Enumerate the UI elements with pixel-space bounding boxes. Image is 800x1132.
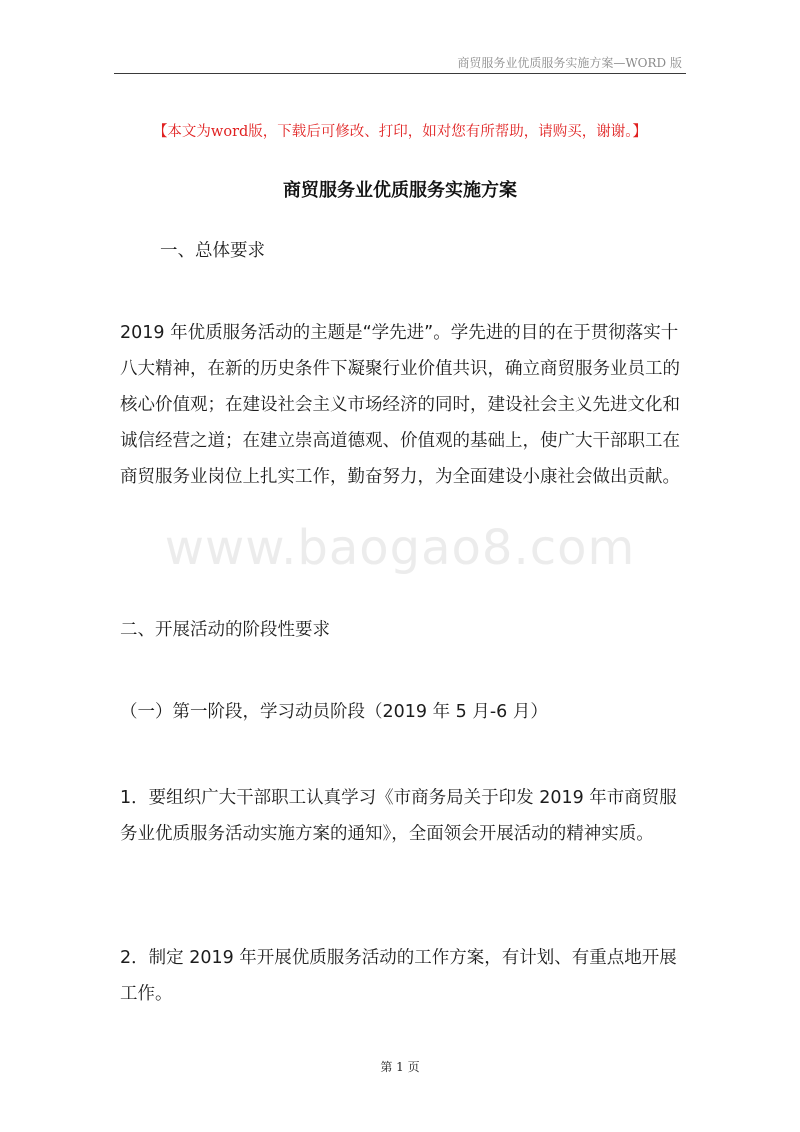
running-header: 商贸服务业优质服务实施方案—WORD 版	[457, 56, 682, 70]
section1-paragraph-block	[120, 315, 685, 495]
document-title: 商贸服务业优质服务实施方案	[283, 180, 517, 201]
list-item-1: 1．要组织广大干部职工认真学习《市商务局关于印发 2019 年市商贸服务业优质服务活动实施方案的通知》，全面领会开展活动的精神实质。	[120, 788, 677, 844]
phase1-heading-block	[120, 694, 685, 730]
section1-heading-block	[120, 233, 685, 269]
item1-block	[120, 780, 685, 852]
header-divider	[114, 73, 686, 74]
section1-paragraph: 2019 年优质服务活动的主题是“学先进”。学先进的目的在于贯彻落实十八大精神，在新的历史条件下凝聚行业价值共识，确立商贸服务业员工的核心价值观；在建设社会主义市场经济的同时，建设社会主义先进文化和诚信经营之道；在建立崇高道德观、价值观的基础上，使广大干部职工在商贸服务业岗位上扎实工作，勤奋努力，为全面建设小康社会做出贡献。	[120, 323, 680, 487]
page-number: 第 1 页	[380, 1060, 420, 1074]
section2-heading-block	[120, 612, 685, 648]
watermark: www.baogao8.com	[164, 520, 636, 576]
phase1-heading: （一）第一阶段，学习动员阶段（2019 年 5 月-6 月）	[120, 702, 548, 722]
item2-block	[120, 940, 685, 1012]
list-item-2: 2．制定 2019 年开展优质服务活动的工作方案，有计划、有重点地开展工作。	[120, 948, 677, 1004]
section1-heading: 一、总体要求	[160, 241, 265, 261]
section2-heading: 二、开展活动的阶段性要求	[120, 620, 330, 640]
purchase-notice: 【本文为word版，下载后可修改、打印，如对您有所帮助，请购买，谢谢。】	[152, 124, 648, 140]
